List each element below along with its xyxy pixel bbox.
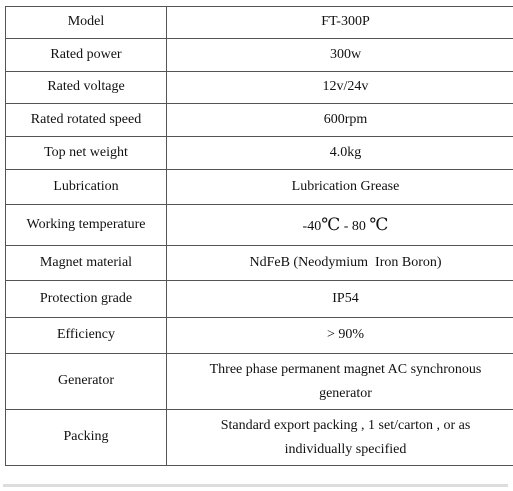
table-row — [6, 170, 513, 205]
spec-label-working-temperature: Working temperature — [6, 205, 167, 246]
spec-label-protection-grade: Protection grade — [6, 281, 167, 318]
table-row — [6, 246, 513, 281]
spec-value-working-temperature — [167, 205, 513, 246]
spec-label-efficiency: Efficiency — [6, 318, 167, 354]
spec-label-top-net-weight: Top net weight — [6, 137, 167, 170]
table-row — [6, 104, 513, 137]
spec-label-rated-voltage: Rated voltage — [6, 72, 167, 104]
spec-value-model: FT-300P — [167, 7, 513, 39]
spec-label-model: Model — [6, 7, 167, 39]
celsius-symbol: ℃ — [369, 214, 389, 234]
table-row — [6, 72, 513, 104]
table-row — [6, 318, 513, 354]
spec-value-rated-power: 300w — [167, 39, 513, 72]
spec-label-magnet-material: Magnet material — [6, 246, 167, 281]
spec-value-rated-rotated-speed: 600rpm — [167, 104, 513, 137]
temp-separator: - 80 — [340, 218, 370, 234]
table-row — [6, 7, 513, 39]
spec-value-rated-voltage: 12v/24v — [167, 72, 513, 104]
packing-line-1: Standard export packing , 1 set/carton , or as — [220, 417, 471, 433]
generator-line-1: Three phase permanent magnet AC synchronous — [209, 361, 482, 377]
spec-value-generator — [167, 354, 513, 410]
packing-line-2: individually specified — [284, 441, 407, 457]
table-row — [6, 354, 513, 410]
spec-label-rated-power: Rated power — [6, 39, 167, 72]
table-row — [6, 137, 513, 170]
spec-value-efficiency: > 90% — [167, 318, 513, 354]
specification-table — [5, 6, 513, 466]
spec-label-generator: Generator — [6, 354, 167, 410]
table-row — [6, 205, 513, 246]
table-bottom-shadow — [3, 484, 508, 487]
spec-value-lubrication: Lubrication Grease — [167, 170, 513, 205]
generator-line-2: generator — [319, 385, 372, 401]
spec-label-lubrication: Lubrication — [6, 170, 167, 205]
spec-value-packing — [167, 410, 513, 466]
spec-label-packing: Packing — [6, 410, 167, 466]
spec-value-top-net-weight: 4.0kg — [167, 137, 513, 170]
table-row — [6, 39, 513, 72]
spec-label-rated-rotated-speed: Rated rotated speed — [6, 104, 167, 137]
table-row — [6, 281, 513, 318]
temp-low-value: -40 — [302, 218, 322, 234]
celsius-symbol: ℃ — [321, 214, 341, 234]
spec-value-protection-grade: IP54 — [167, 281, 513, 318]
spec-value-magnet-material: NdFeB (Neodymium Iron Boron) — [167, 246, 513, 281]
table-row — [6, 410, 513, 466]
